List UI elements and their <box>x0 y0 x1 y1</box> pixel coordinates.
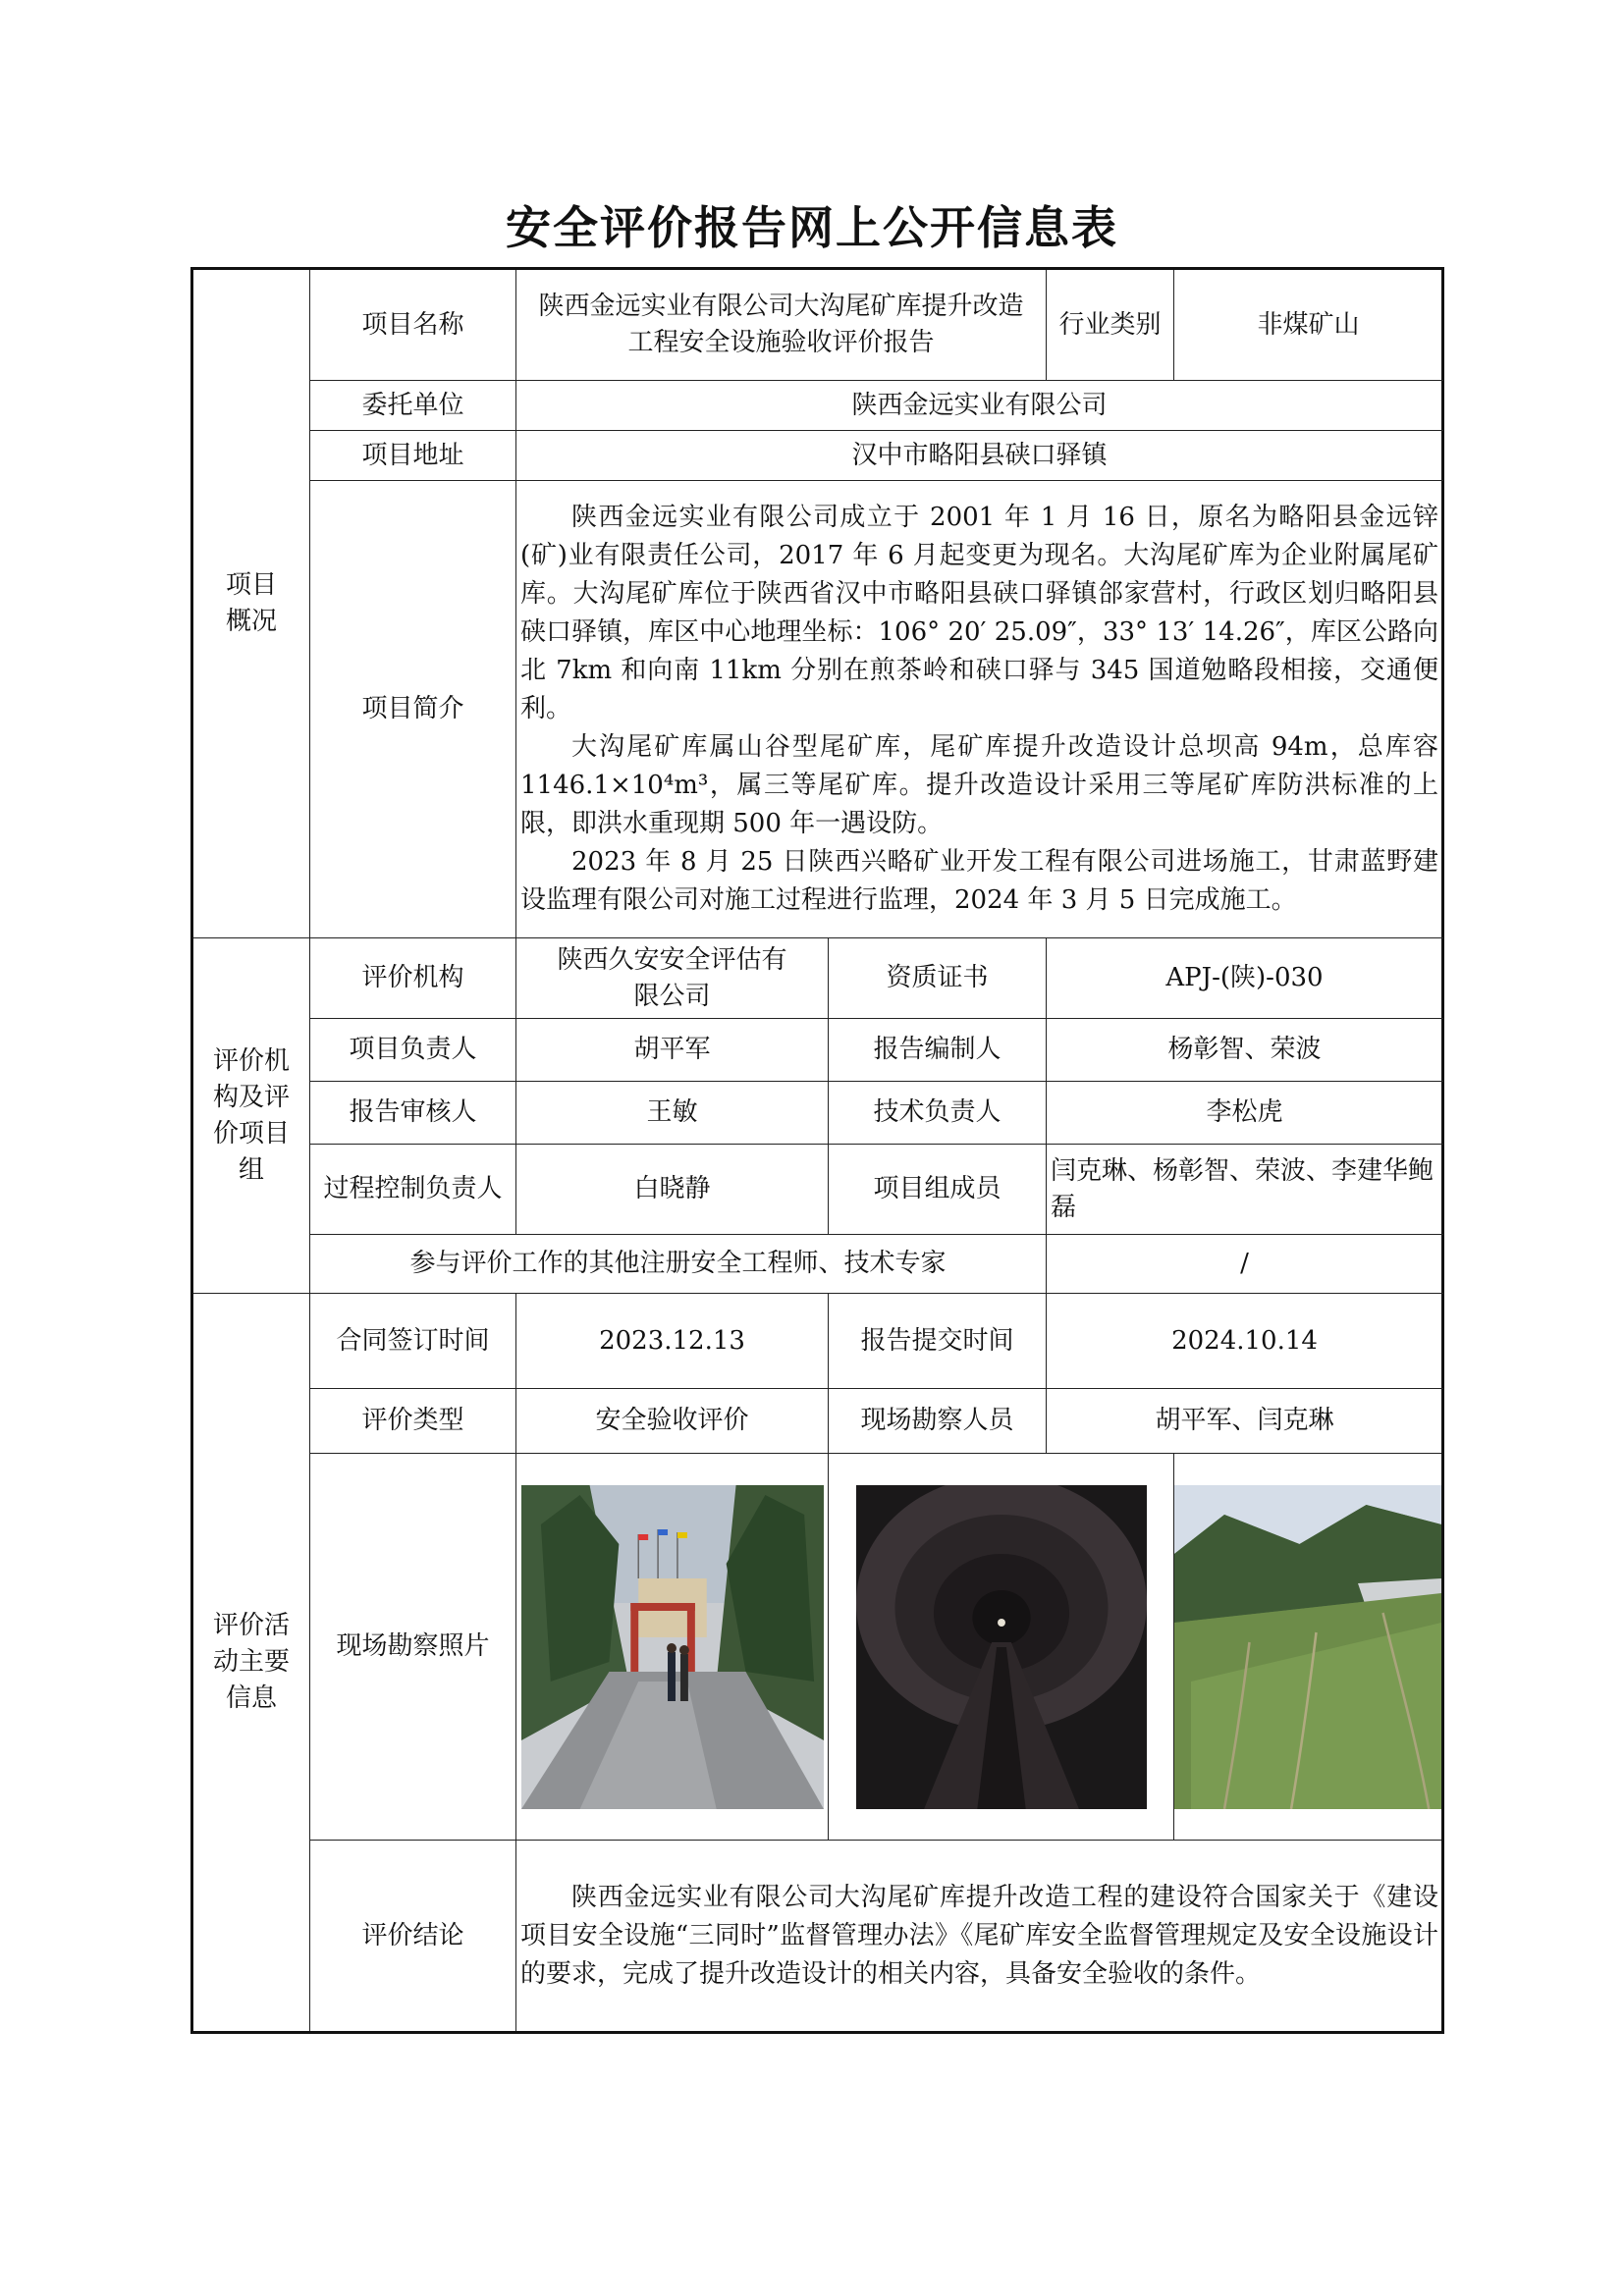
page-title: 安全评价报告网上公开信息表 <box>506 201 1118 254</box>
project-name-label: 项目名称 <box>310 269 516 381</box>
process-value: 白晓静 <box>516 1145 829 1235</box>
client-value: 陕西金远实业有限公司 <box>516 381 1443 431</box>
photos-label: 现场勘察照片 <box>310 1454 516 1841</box>
conclusion-paragraph: 陕西金远实业有限公司大沟尾矿库提升改造工程的建设符合国家关于《建设项目安全设施“三同时”监督管理办法》《尾矿库安全监督管理规定及安全设施设计的要求，完成了提升改造设计的相关内容，具备安全验收的条件。 <box>520 1882 1438 1989</box>
author-value: 杨彰智、荣波 <box>1047 1019 1443 1082</box>
section-activity: 评价活 动主要 信息 <box>192 1294 310 2033</box>
client-label: 委托单位 <box>310 381 516 431</box>
section-overview: 项目 概况 <box>192 269 310 938</box>
project-name-value: 陕西金远实业有限公司大沟尾矿库提升改造工程安全设施验收评价报告 <box>516 269 1047 381</box>
site-photo-tunnel <box>856 1485 1147 1809</box>
conclusion-label: 评价结论 <box>310 1841 516 2033</box>
members-label: 项目组成员 <box>829 1145 1047 1235</box>
site-photo-tailings <box>1174 1485 1441 1809</box>
leader-value: 胡平军 <box>516 1019 829 1082</box>
leader-label: 项目负责人 <box>310 1019 516 1082</box>
contract-label: 合同签订时间 <box>310 1294 516 1389</box>
type-value: 安全验收评价 <box>516 1389 829 1454</box>
experts-value: / <box>1047 1235 1443 1294</box>
intro-label: 项目简介 <box>310 481 516 938</box>
reviewer-label: 报告审核人 <box>310 1082 516 1145</box>
industry-label: 行业类别 <box>1047 269 1174 381</box>
photo-tunnel-cell <box>829 1454 1174 1841</box>
intro-text <box>516 481 1443 938</box>
site-photo-entrance <box>521 1485 824 1809</box>
org-value: 陕西久安安全评估有限公司 <box>516 938 829 1019</box>
contract-value: 2023.12.13 <box>516 1294 829 1389</box>
industry-value: 非煤矿山 <box>1174 269 1443 381</box>
conclusion-text <box>516 1841 1443 2033</box>
process-label: 过程控制负责人 <box>310 1145 516 1235</box>
experts-label: 参与评价工作的其他注册安全工程师、技术专家 <box>310 1235 1047 1294</box>
survey-value: 胡平军、闫克琳 <box>1047 1389 1443 1454</box>
survey-label: 现场勘察人员 <box>829 1389 1047 1454</box>
author-label: 报告编制人 <box>829 1019 1047 1082</box>
org-label: 评价机构 <box>310 938 516 1019</box>
type-label: 评价类型 <box>310 1389 516 1454</box>
photo-entrance-cell <box>516 1454 829 1841</box>
cert-label: 资质证书 <box>829 938 1047 1019</box>
tech-value: 李松虎 <box>1047 1082 1443 1145</box>
submit-label: 报告提交时间 <box>829 1294 1047 1389</box>
intro-paragraph: 陕西金远实业有限公司成立于 2001 年 1 月 16 日，原名为略阳县金远锌(矿)业有限责任公司，2017 年 6 月起变更为现名。大沟尾矿库为企业附属尾矿库。大沟尾矿库位于陕西省汉中市略阳县硖口驿镇郃家营村，行政区划归略阳县硖口驿镇，库区中心地理坐标：106° 20′ 25.09″，33° 13′ 14.26″，库区公路向北 7km 和向南 11km 分别在煎茶岭和硖口驿与 345 国道勉略段相接，交通便利。 <box>520 503 1438 723</box>
section-evaluation-team: 评价机 构及评 价项目 组 <box>192 938 310 1294</box>
intro-paragraph: 大沟尾矿库属山谷型尾矿库，尾矿库提升改造设计总坝高 94m，总库容 1146.1×10⁴m³，属三等尾矿库。提升改造设计采用三等尾矿库防洪标准的上限，即洪水重现期 500 年一遇设防。 <box>520 732 1438 838</box>
address-label: 项目地址 <box>310 431 516 481</box>
intro-paragraph: 2023 年 8 月 25 日陕西兴略矿业开发工程有限公司进场施工，甘肃蓝野建设监理有限公司对施工过程进行监理，2024 年 3 月 5 日完成施工。 <box>520 847 1438 915</box>
photo-tailings-cell <box>1174 1454 1443 1841</box>
cert-value: APJ-(陕)-030 <box>1047 938 1443 1019</box>
members-value: 闫克琳、杨彰智、荣波、李建华鲍磊 <box>1047 1145 1443 1235</box>
tech-label: 技术负责人 <box>829 1082 1047 1145</box>
reviewer-value: 王敏 <box>516 1082 829 1145</box>
info-table <box>190 267 1444 2034</box>
submit-value: 2024.10.14 <box>1047 1294 1443 1389</box>
address-value: 汉中市略阳县硖口驿镇 <box>516 431 1443 481</box>
